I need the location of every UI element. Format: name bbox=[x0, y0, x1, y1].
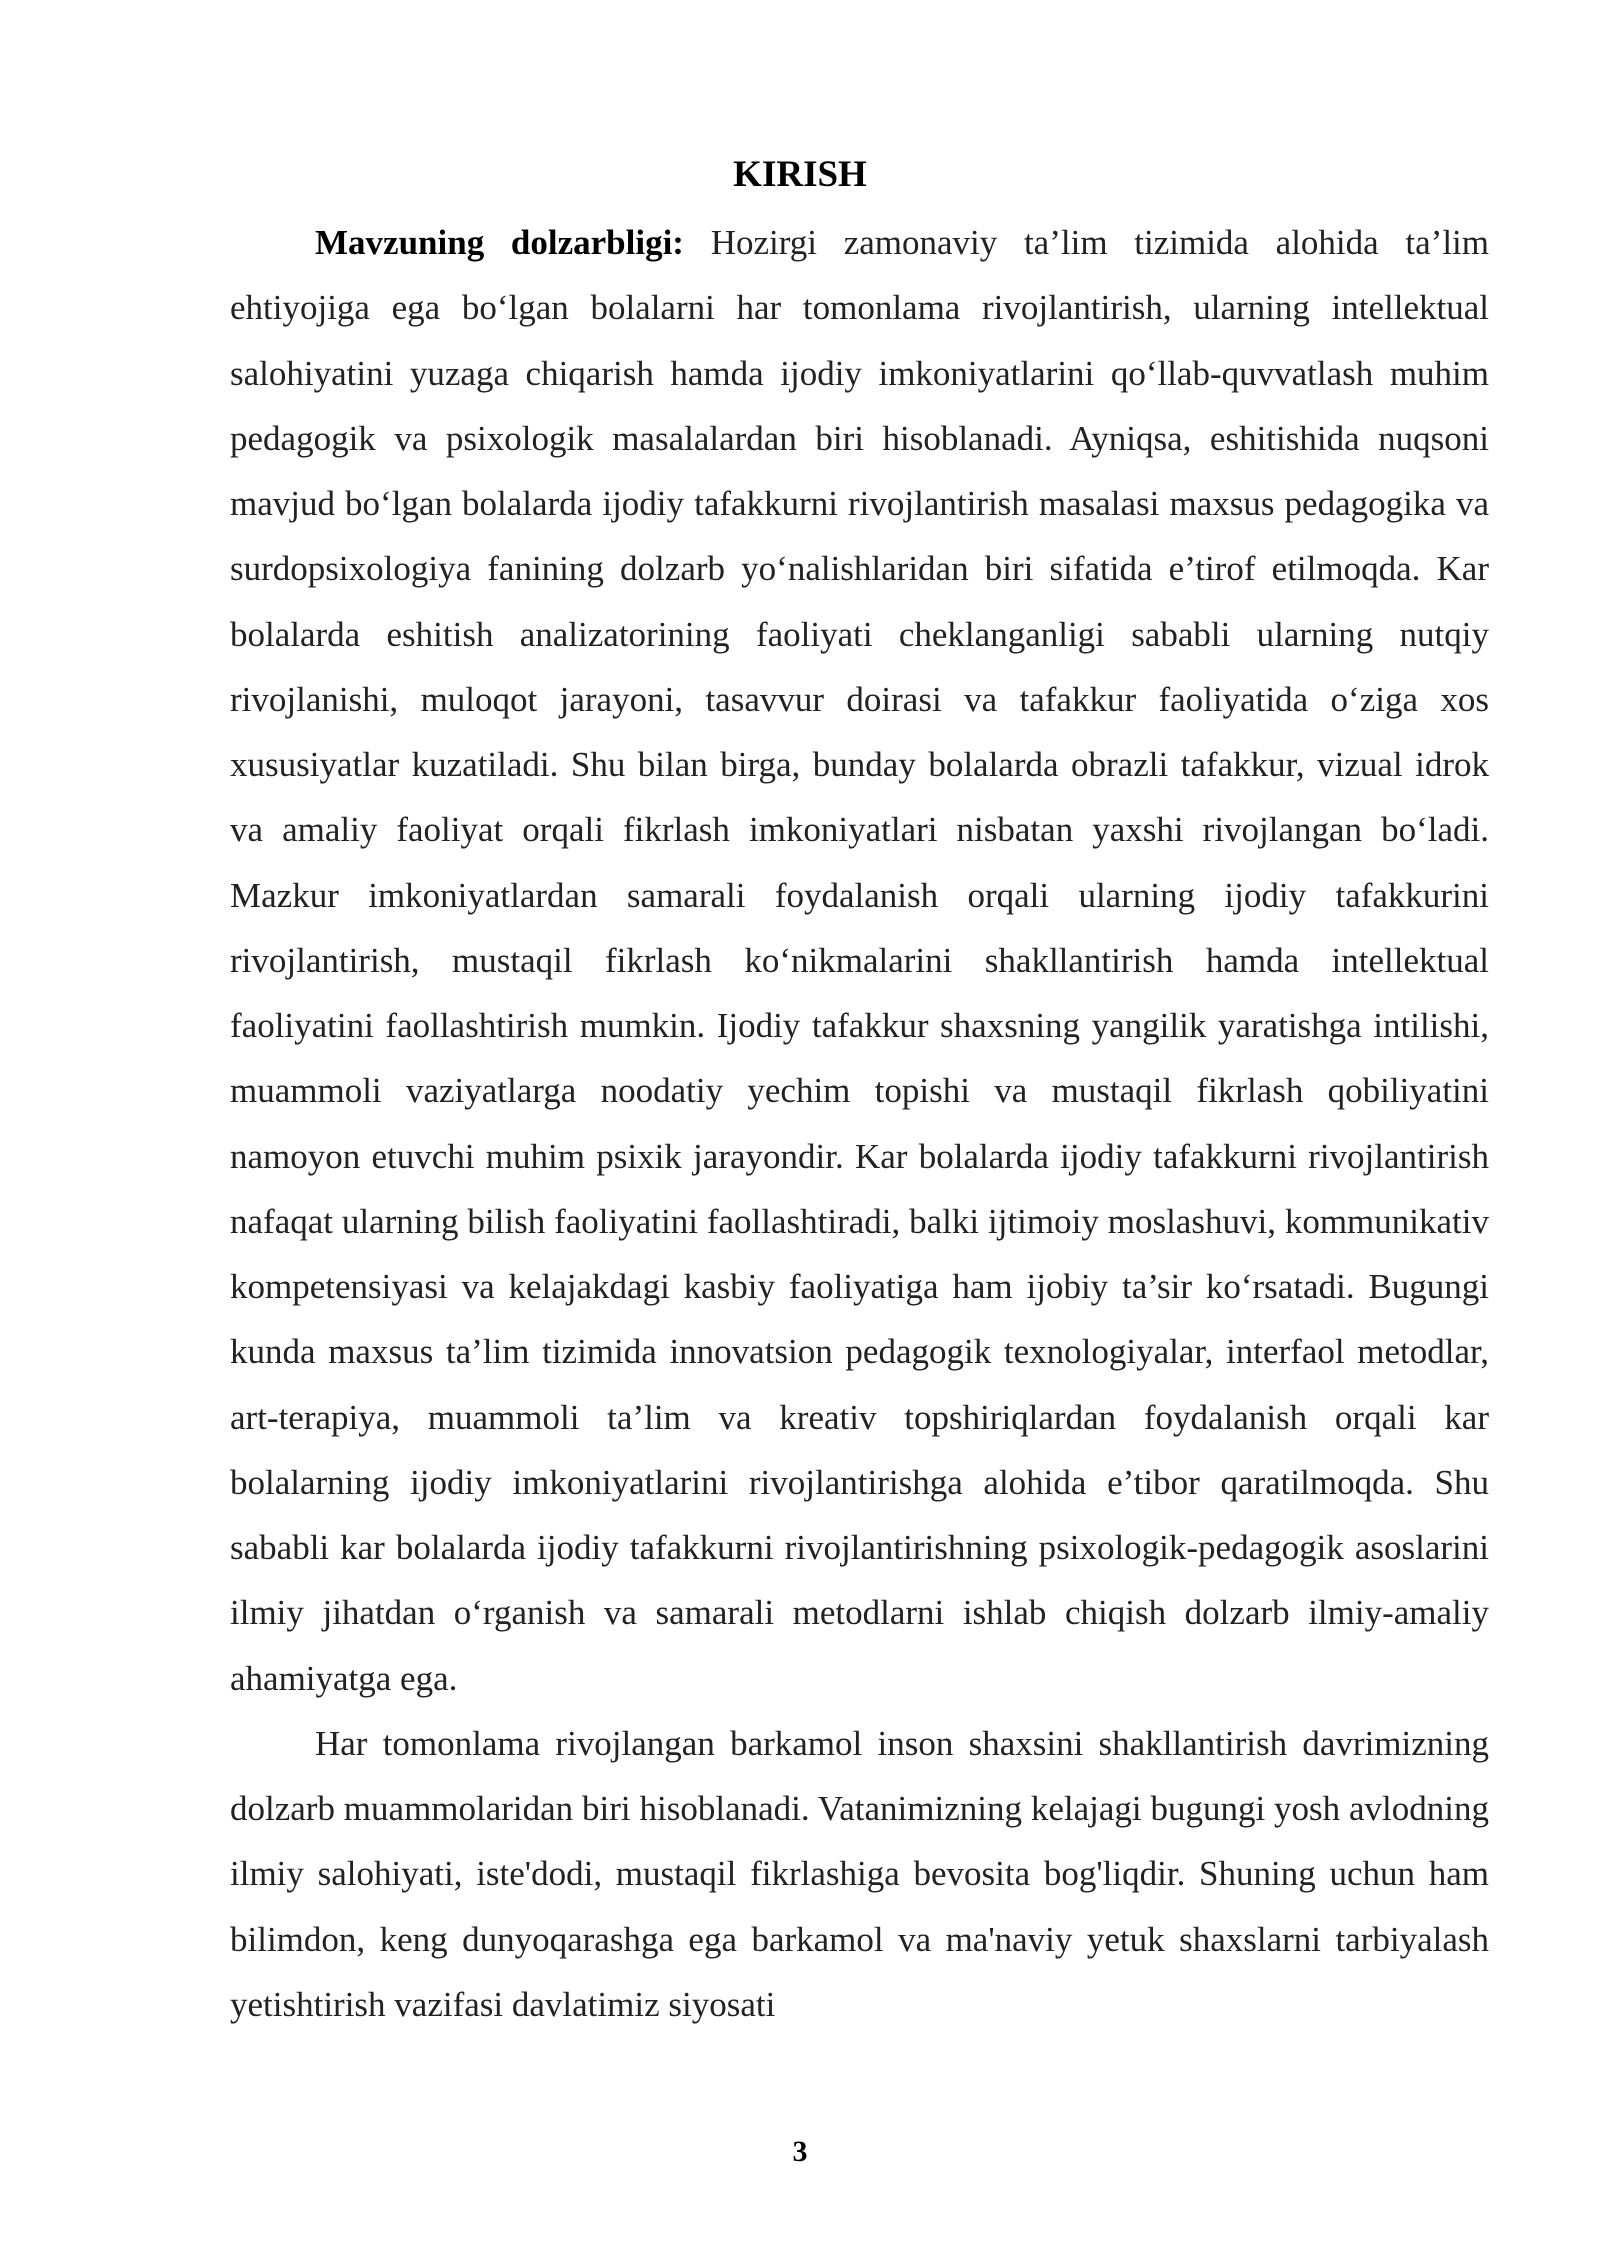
paragraph-development bbox=[230, 1711, 1489, 2037]
page-heading: KIRISH bbox=[733, 154, 867, 195]
paragraph-lead-label: Mavzuning dolzarbligi: bbox=[315, 223, 684, 262]
body-text bbox=[230, 210, 1489, 2037]
paragraph-relevance-text: Hozirgi zamonaviy ta’lim tizimida alohida ta’lim ehtiyojiga ega bo‘lgan bolalarni har tomonlama rivojlantirish, ularning intellektual salohiyatini yuzaga chiqarish hamda ijodiy imkoniyatlarini qo‘llab-quvvatlash muhim pedagogik va psixologik masalalardan biri hisoblanadi. Ayniqsa, eshitishida nuqsoni mavjud bo‘lgan bolalarda ijodiy tafakkurni rivojlantirish masalasi maxsus pedagogika va surdopsixologiya fanining dolzarb yo‘nalishlaridan biri sifatida e’tirof etilmoqda. Kar bolalarda eshitish analizatorining faoliyati cheklanganligi sababli ularning nutqiy rivojlanishi, muloqot jarayoni, tasavvur doirasi va tafakkur faoliyatida o‘ziga xos xususiyatlar kuzatiladi. Shu bilan birga, bunday bolalarda obrazli tafakkur, vizual idrok va amaliy faoliyat orqali fikrlash imkoniyatlari nisbatan yaxshi rivojlangan bo‘ladi. Mazkur imkoniyatlardan samarali foydalanish orqali ularning ijodiy tafakkurini rivojlantirish, mustaqil fikrlash ko‘nikmalarini shakllantirish hamda intellektual faoliyatini faollashtirish mumkin. Ijodiy tafakkur shaxsning yangilik yaratishga intilishi, muammoli vaziyatlarga noodatiy yechim topishi va mustaqil fikrlash qobiliyatini namoyon etuvchi muhim psixik jarayondir. Kar bolalarda ijodiy tafakkurni rivojlantirish nafaqat ularning bilish faoliyatini faollashtiradi, balki ijtimoiy moslashuvi, kommunikativ kompetensiyasi va kelajakdagi kasbiy faoliyatiga ham ijobiy ta’sir ko‘rsatadi. Bugungi kunda maxsus ta’lim tizimida innovatsion pedagogik texnologiyalar, interfaol metodlar, art-terapiya, muammoli ta’lim va kreativ topshiriqlardan foydalanish orqali kar bolalarning ijodiy imkoniyatlarini rivojlantirishga alohida e’tibor qaratilmoqda. Shu sababli kar bolalarda ijodiy tafakkurni rivojlantirishning psixologik-pedagogik asoslarini ilmiy jihatdan o‘rganish va samarali metodlarni ishlab chiqish dolzarb ilmiy-amaliy ahamiyatga ega. bbox=[230, 223, 1489, 1698]
page-number: 3 bbox=[792, 2135, 808, 2168]
paragraph-relevance bbox=[230, 210, 1489, 1711]
paragraph-development-text: Har tomonlama rivojlangan barkamol inson shaxsini shakllantirish davrimizning dolzarb muammolaridan biri hisoblanadi. Vatanimizning kelajagi bugungi yosh avlodning ilmiy salohiyati, iste'dodi, mustaqil fikrlashiga bevosita bog'liqdir. Shuning uchun ham bilimdon, keng dunyoqarashga ega barkamol va ma'naviy yetuk shaxslarni tarbiyalash yetishtirish vazifasi davlatimiz siyosati bbox=[230, 1723, 1489, 2024]
